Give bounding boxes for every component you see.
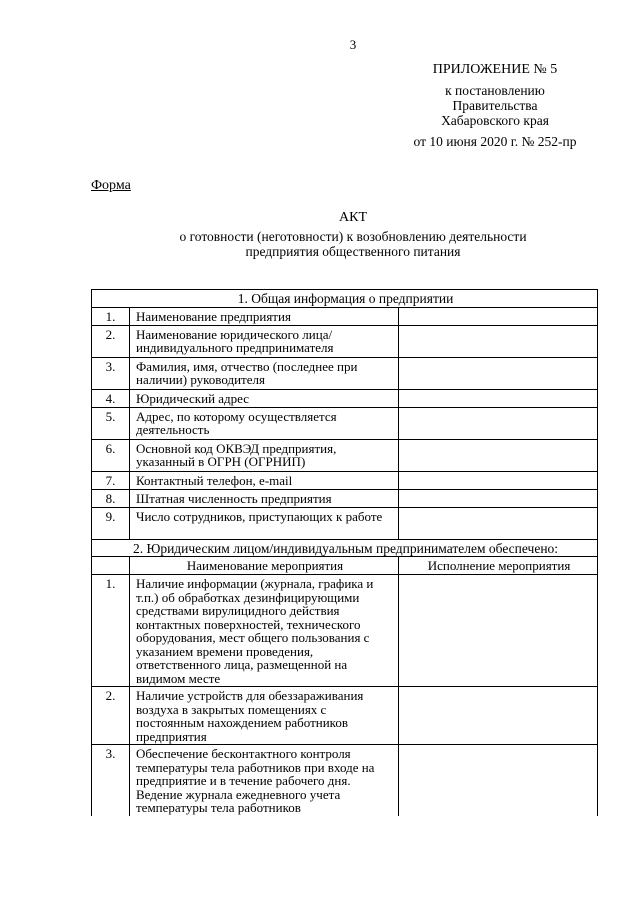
number-column-header bbox=[92, 557, 130, 575]
table-row bbox=[92, 407, 598, 439]
act-subtitle-line-2: предприятия общественного питания bbox=[245, 244, 461, 259]
row-number: 3. bbox=[92, 357, 130, 389]
row-value-field[interactable] bbox=[399, 489, 598, 507]
table-row bbox=[92, 307, 598, 325]
section-1-header: 1. Общая информация о предприятии bbox=[92, 290, 598, 308]
row-label: Обеспечение бесконтактного контроля температуры тела работников при входе на предприятие и в течение рабочего дня. Ведение журнала ежедневного учета температуры тела работников bbox=[130, 745, 399, 816]
act-subtitle bbox=[140, 229, 566, 259]
appendix-title: ПРИЛОЖЕНИЕ № 5 bbox=[432, 62, 558, 77]
table-row bbox=[92, 325, 598, 357]
table-row bbox=[92, 471, 598, 489]
table-row bbox=[92, 507, 598, 539]
form-label: Форма bbox=[91, 178, 131, 193]
row-number: 4. bbox=[92, 389, 130, 407]
row-label: Юридический адрес bbox=[130, 389, 399, 407]
row-number: 8. bbox=[92, 489, 130, 507]
row-number: 9. bbox=[92, 507, 130, 539]
section-2-header-row bbox=[92, 539, 598, 557]
row-number: 6. bbox=[92, 439, 130, 471]
row-value-field[interactable] bbox=[399, 745, 598, 816]
appendix-line-2: Правительства bbox=[452, 98, 538, 113]
row-label: Фамилия, имя, отчество (последнее при наличии) руководителя bbox=[130, 357, 399, 389]
table-row bbox=[92, 489, 598, 507]
row-number: 1. bbox=[92, 575, 130, 687]
appendix-line-3: Хабаровского края bbox=[441, 113, 549, 128]
act-subtitle-line-1: о готовности (неготовности) к возобновлению деятельности bbox=[179, 229, 527, 244]
act-form-table bbox=[91, 289, 598, 816]
row-label: Число сотрудников, приступающих к работе bbox=[130, 507, 399, 539]
appendix-line-1: к постановлению bbox=[445, 83, 545, 98]
row-value-field[interactable] bbox=[399, 471, 598, 489]
row-value-field[interactable] bbox=[399, 575, 598, 687]
row-value-field[interactable] bbox=[399, 307, 598, 325]
row-label: Контактный телефон, e-mail bbox=[130, 471, 399, 489]
row-value-field[interactable] bbox=[399, 325, 598, 357]
section-2-column-headers bbox=[92, 557, 598, 575]
appendix-block bbox=[395, 62, 595, 149]
row-label: Наименование предприятия bbox=[130, 307, 399, 325]
table-row bbox=[92, 687, 598, 745]
table-row bbox=[92, 745, 598, 816]
row-number: 7. bbox=[92, 471, 130, 489]
row-label: Основной код ОКВЭД предприятия, указанный в ОГРН (ОГРНИП) bbox=[130, 439, 399, 471]
table-row bbox=[92, 575, 598, 687]
row-label: Наличие устройств для обеззараживания воздуха в закрытых помещениях с постоянным нахождением работников предприятия bbox=[130, 687, 399, 745]
appendix-date: от 10 июня 2020 г. № 252-пр bbox=[413, 134, 577, 149]
row-number: 1. bbox=[92, 307, 130, 325]
section-1-header-row bbox=[92, 290, 598, 308]
row-label: Адрес, по которому осуществляется деятельность bbox=[130, 407, 399, 439]
row-value-field[interactable] bbox=[399, 407, 598, 439]
measure-column-header: Наименование мероприятия bbox=[130, 557, 399, 575]
table-row bbox=[92, 389, 598, 407]
act-title: АКТ bbox=[339, 210, 367, 225]
table-row bbox=[92, 439, 598, 471]
execution-column-header: Исполнение мероприятия bbox=[399, 557, 598, 575]
row-number: 5. bbox=[92, 407, 130, 439]
row-number: 2. bbox=[92, 325, 130, 357]
row-value-field[interactable] bbox=[399, 439, 598, 471]
row-label: Наличие информации (журнала, графика и т.п.) об обработках дезинфицирующими средствами вирулицидного действия контактных поверхностей, технического оборудования, мест общего пользования с указанием времени проведения, ответственного лица, размещенной на видимом месте bbox=[130, 575, 399, 687]
page-number: 3 bbox=[349, 37, 357, 52]
row-number: 2. bbox=[92, 687, 130, 745]
row-label: Штатная численность предприятия bbox=[130, 489, 399, 507]
row-value-field[interactable] bbox=[399, 507, 598, 539]
row-value-field[interactable] bbox=[399, 389, 598, 407]
section-2-header: 2. Юридическим лицом/индивидуальным предпринимателем обеспечено: bbox=[92, 539, 598, 557]
row-value-field[interactable] bbox=[399, 357, 598, 389]
table-row bbox=[92, 357, 598, 389]
row-value-field[interactable] bbox=[399, 687, 598, 745]
row-number: 3. bbox=[92, 745, 130, 816]
row-label: Наименование юридического лица/ индивидуального предпринимателя bbox=[130, 325, 399, 357]
